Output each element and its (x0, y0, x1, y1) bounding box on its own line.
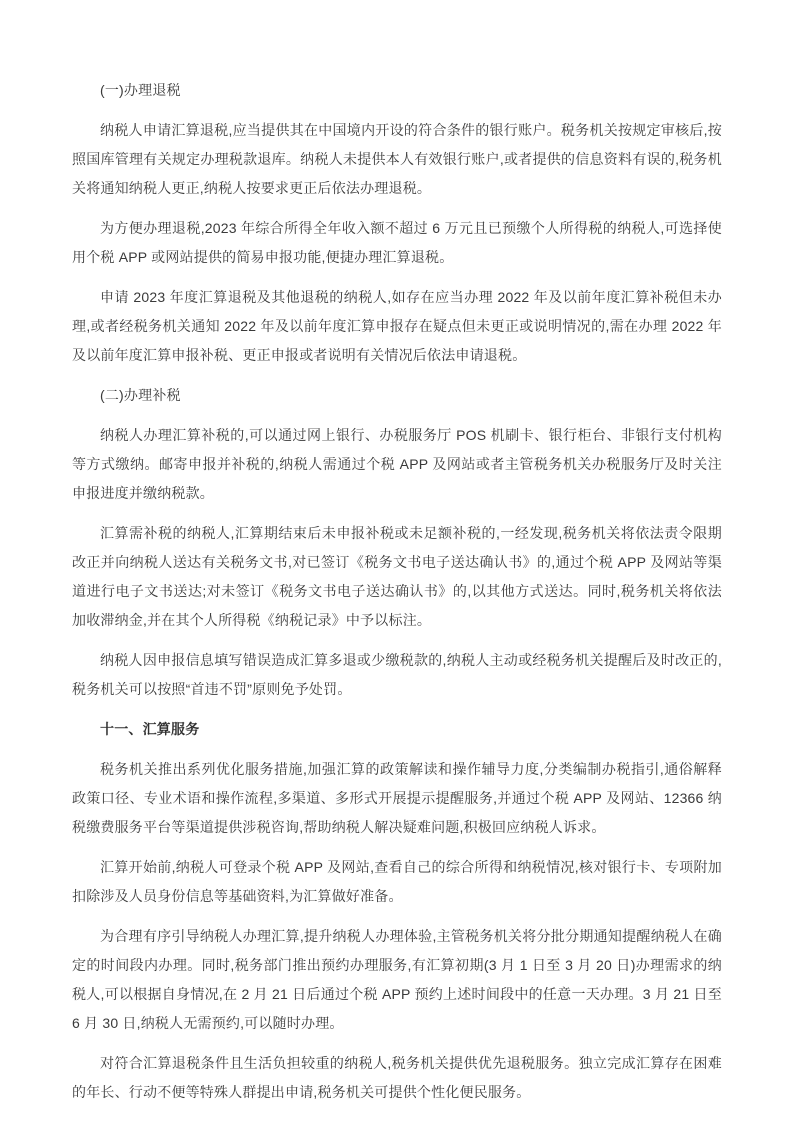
paragraph-appointment: 为合理有序引导纳税人办理汇算,提升纳税人办理体验,主管税务机关将分批分期通知提醒纳税人在确定的时间段内办理。同时,税务部门推出预约办理服务,有汇算初期(3 月 1 日至 3 月 20 日)办理需求的纳税人,可以根据自身情况,在 2 月 21 日后通过个税 APP 预约上述时间段中的任意一天办理。3 月 21 日至 6 月 30 日,纳税人无需预约,可以随时办理。 (72, 928, 722, 1031)
paragraph-service-measures: 税务机关推出系列优化服务措施,加强汇算的政策解读和操作辅导力度,分类编制办税指引,通俗解释政策口径、专业术语和操作流程,多渠道、多形式开展提示提醒服务,并通过个税 APP 及网站、12366 纳税缴费服务平台等渠道提供涉税咨询,帮助纳税人解决疑难问题,积极回应纳税人诉求。 (72, 761, 722, 835)
paragraph-refund-bank-account: 纳税人申请汇算退税,应当提供其在中国境内开设的符合条件的银行账户。税务机关按规定审核后,按照国库管理有关规定办理税款退库。纳税人未提供本人有效银行账户,或者提供的信息资料有误的,税务机关将通知纳税人更正,纳税人按要求更正后依法办理退税。 (72, 122, 722, 196)
paragraph-simple-declaration: 为方便办理退税,2023 年综合所得全年收入额不超过 6 万元且已预缴个人所得税的纳税人,可选择使用个税 APP 或网站提供的简易申报功能,便捷办理汇算退税。 (72, 220, 722, 265)
paragraph-preparation: 汇算开始前,纳税人可登录个税 APP 及网站,查看自己的综合所得和纳税情况,核对银行卡、专项附加扣除涉及人员身份信息等基础资料,为汇算做好准备。 (72, 859, 722, 904)
paragraph-payment-channels: 纳税人办理汇算补税的,可以通过网上银行、办税服务厅 POS 机刷卡、银行柜台、非银行支付机构等方式缴纳。邮寄申报并补税的,纳税人需通过个税 APP 及网站或者主管税务机关办税服务厅及时关注申报进度并缴纳税款。 (72, 427, 722, 501)
paragraph-overdue-payment: 汇算需补税的纳税人,汇算期结束后未申报补税或未足额补税的,一经发现,税务机关将依法责令限期改正并向纳税人送达有关税务文书,对已签订《税务文书电子送达确认书》的,通过个税 APP 及网站等渠道进行电子文书送达;对未签订《税务文书电子送达确认书》的,以其他方式送达。同时,税务机关将依法加收滞纳金,并在其个人所得税《纳税记录》中予以标注。 (72, 525, 722, 628)
paragraph-priority-service: 对符合汇算退税条件且生活负担较重的纳税人,税务机关提供优先退税服务。独立完成汇算存在困难的年长、行动不便等特殊人群提出申请,税务机关可提供个性化便民服务。 (72, 1055, 722, 1100)
section-heading-service: 十一、汇算服务 (100, 721, 200, 737)
paragraph-prior-year-refund: 申请 2023 年度汇算退税及其他退税的纳税人,如存在应当办理 2022 年及以前年度汇算补税但未办理,或者经税务机关通知 2022 年及以前年度汇算申报存在疑点但未更正或说明情况的,需在办理 2022 年及以前年度汇算申报补税、更正申报或者说明有关情况后依法申请退税。 (72, 289, 722, 363)
paragraph-first-violation: 纳税人因申报信息填写错误造成汇算多退或少缴税款的,纳税人主动或经税务机关提醒后及时改正的,税务机关可以按照“首违不罚”原则免予处罚。 (72, 652, 722, 697)
section-subheading-refund: (一)办理退税 (100, 82, 181, 98)
section-subheading-pay-tax: (二)办理补税 (100, 387, 181, 403)
